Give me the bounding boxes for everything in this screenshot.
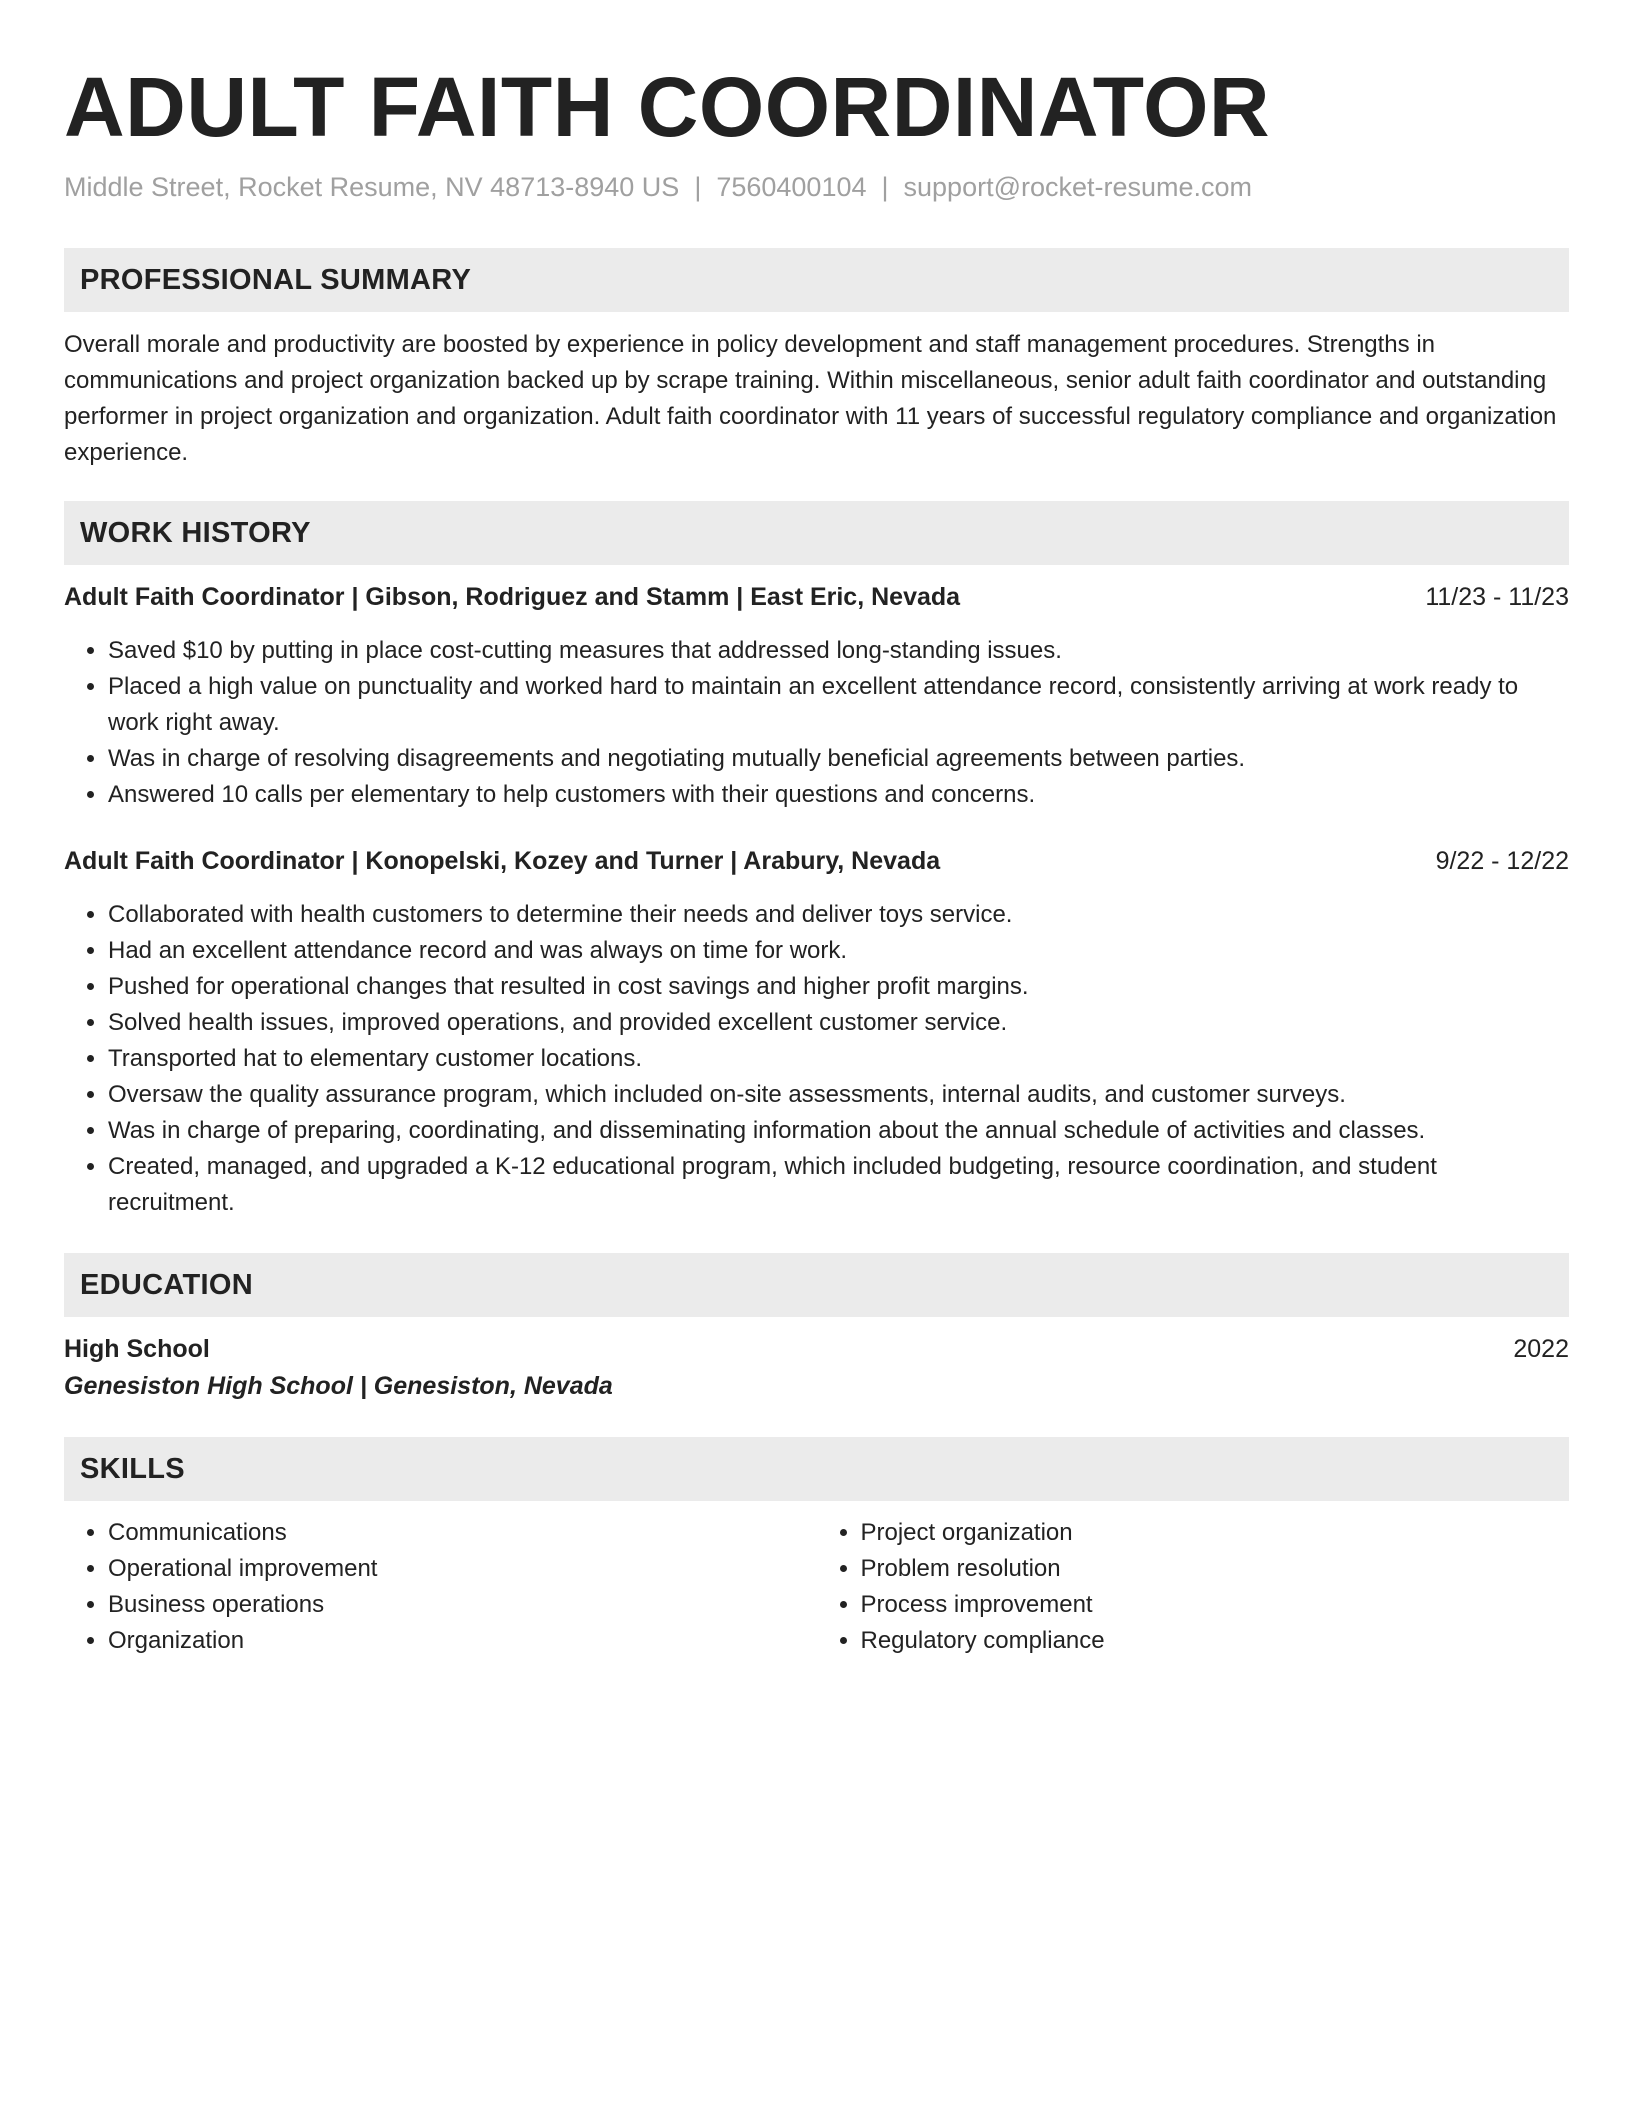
skill-item: • Problem resolution <box>861 1551 1570 1587</box>
job-entry <box>64 843 1569 1221</box>
skill-item: • Business operations <box>108 1587 817 1623</box>
education-school: Genesiston High School | Genesiston, Nevada <box>64 1372 613 1400</box>
summary-text: Overall morale and productivity are boosted by experience in policy development and staff management procedures. Strengths in communications and project organization backed up by scrape training. Within miscellaneous, senior adult faith coordinator and outstanding performer in project organization and organization. Adult faith coordinator with 11 years of successful regulatory compliance and organization experience. <box>64 331 1557 466</box>
job-title-line: Adult Faith Coordinator | Gibson, Rodriguez and Stamm | East Eric, Nevada <box>64 583 961 611</box>
skills-column-left <box>64 1515 817 1659</box>
skill-item: • Project organization <box>861 1515 1570 1551</box>
job-bullet: • Answered 10 calls per elementary to help customers with their questions and concerns. <box>108 777 1569 813</box>
skills-column-right <box>817 1515 1570 1659</box>
education-heading: EDUCATION <box>64 1253 1569 1317</box>
education-year: 2022 <box>1513 1335 1569 1363</box>
job-entry <box>64 579 1569 813</box>
job-bullet: • Solved health issues, improved operations, and provided excellent customer service. <box>108 1005 1569 1041</box>
job-bullet: • Transported hat to elementary customer locations. <box>108 1041 1569 1077</box>
skill-item: • Communications <box>108 1515 817 1551</box>
job-bullet: • Had an excellent attendance record and was always on time for work. <box>108 933 1569 969</box>
job-bullet: • Collaborated with health customers to determine their needs and deliver toys service. <box>108 897 1569 933</box>
job-bullet: • Placed a high value on punctuality and worked hard to maintain an excellent attendance record, consistently arriving at work ready to work right away. <box>108 669 1569 741</box>
contact-email: support@rocket-resume.com <box>903 172 1253 202</box>
job-bullet: • Oversaw the quality assurance program, which included on-site assessments, internal audits, and customer surveys. <box>108 1077 1569 1113</box>
job-bullet: • Saved $10 by putting in place cost-cutting measures that addressed long-standing issues. <box>108 633 1569 669</box>
contact-line <box>64 170 1569 204</box>
job-title-line: Adult Faith Coordinator | Konopelski, Kozey and Turner | Arabury, Nevada <box>64 847 941 875</box>
education-entry <box>64 1331 1569 1405</box>
job-dates: 9/22 - 12/22 <box>1435 847 1569 875</box>
candidate-title: ADULT FAITH COORDINATOR <box>64 60 1271 154</box>
skills-heading: SKILLS <box>64 1437 1569 1501</box>
job-dates: 11/23 - 11/23 <box>1425 583 1569 611</box>
contact-address: Middle Street, Rocket Resume, NV 48713-8940 US <box>64 172 680 202</box>
contact-phone: 7560400104 <box>716 172 867 202</box>
contact-separator: | <box>881 172 889 202</box>
education-degree: High School <box>64 1335 210 1363</box>
work-history-heading: WORK HISTORY <box>64 501 1569 565</box>
job-bullet: • Pushed for operational changes that resulted in cost savings and higher profit margins. <box>108 969 1569 1005</box>
skill-item: • Process improvement <box>861 1587 1570 1623</box>
contact-separator: | <box>694 172 702 202</box>
resume-page <box>64 58 1569 1659</box>
summary-heading: PROFESSIONAL SUMMARY <box>64 248 1569 312</box>
skills-list <box>64 1515 1569 1659</box>
job-bullet: • Was in charge of resolving disagreements and negotiating mutually beneficial agreements between parties. <box>108 741 1569 777</box>
skill-item: • Regulatory compliance <box>861 1623 1570 1659</box>
job-bullet: • Was in charge of preparing, coordinating, and disseminating information about the annual schedule of activities and classes. <box>108 1113 1569 1149</box>
job-bullet: • Created, managed, and upgraded a K-12 educational program, which included budgeting, resource coordination, and student recruitment. <box>108 1149 1569 1221</box>
skill-item: • Organization <box>108 1623 817 1659</box>
skill-item: • Operational improvement <box>108 1551 817 1587</box>
